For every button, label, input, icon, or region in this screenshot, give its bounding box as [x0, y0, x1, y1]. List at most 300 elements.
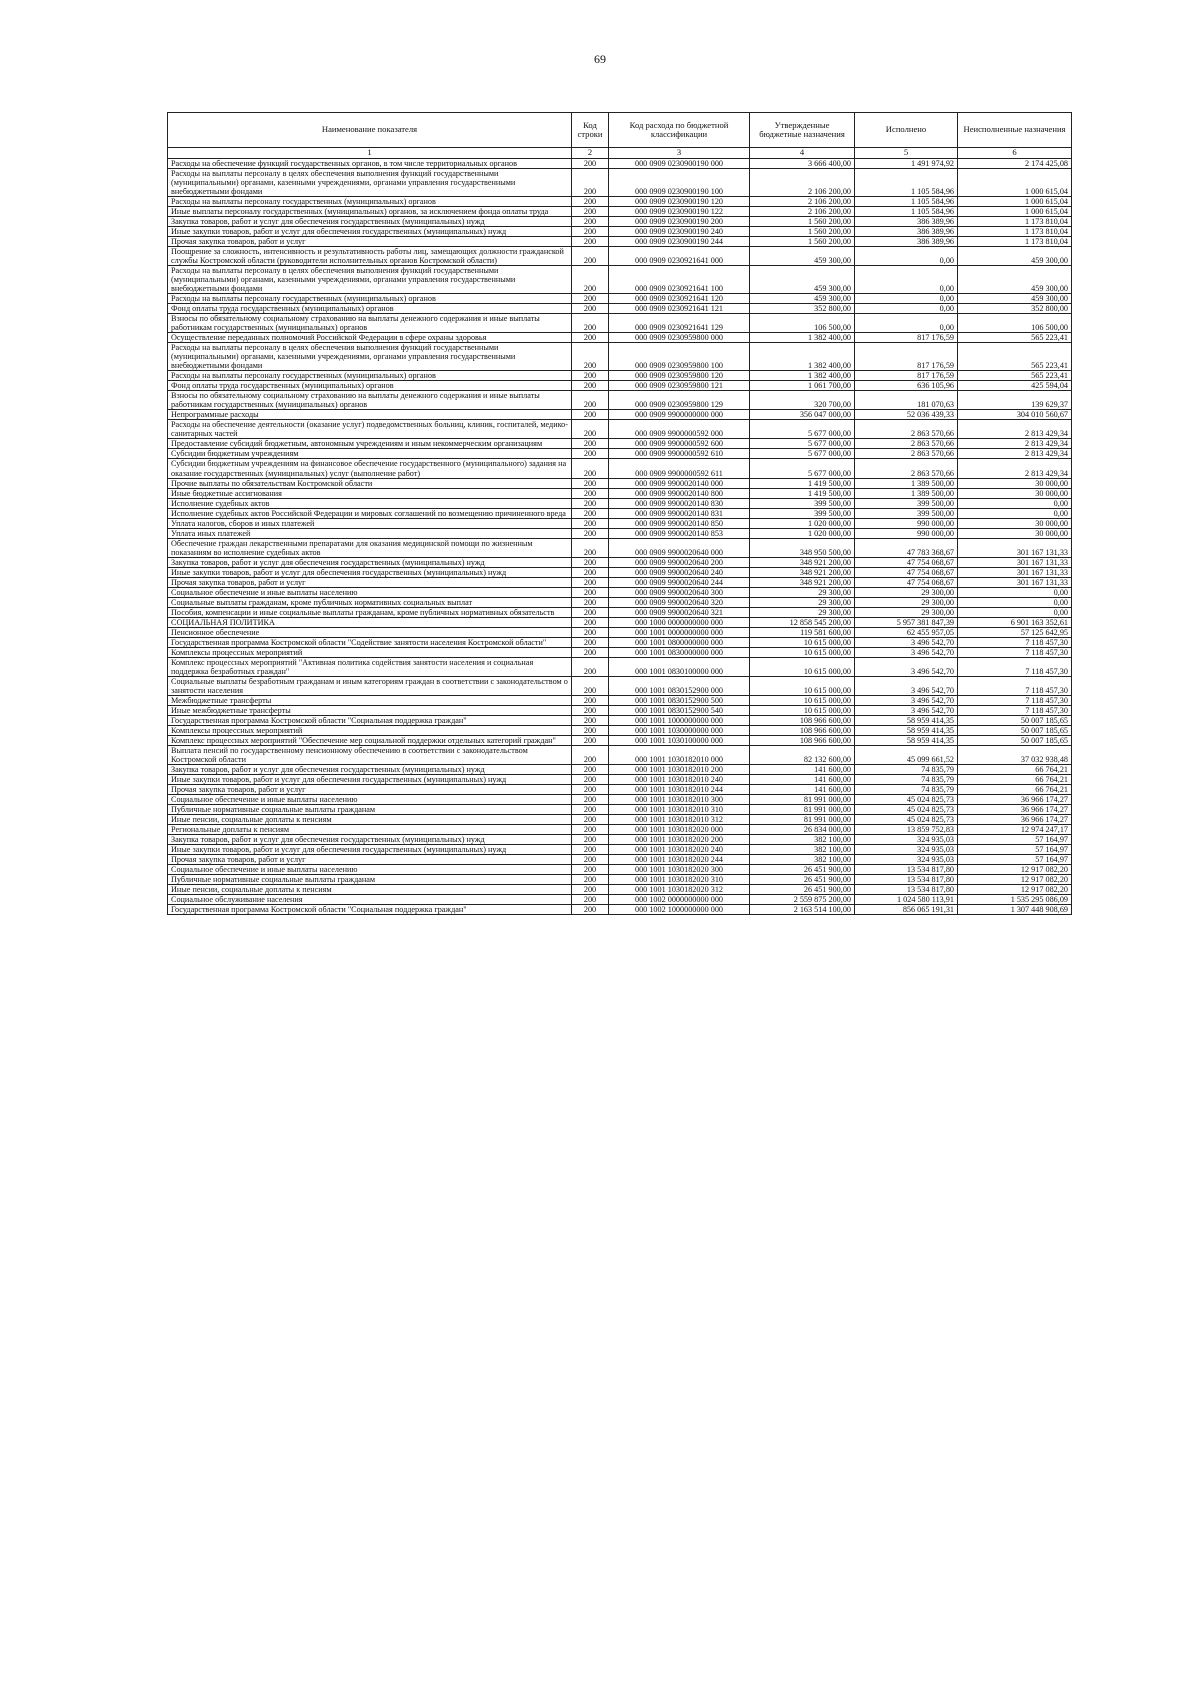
row-unexecuted: 57 164,97: [958, 835, 1072, 845]
row-classification-code: 000 1001 0830100000 000: [609, 657, 750, 676]
row-unexecuted: 304 010 560,67: [958, 410, 1072, 420]
table-row: [168, 637, 1072, 647]
table-row: [168, 705, 1072, 715]
row-executed: 29 300,00: [855, 587, 958, 597]
row-executed: 2 863 570,66: [855, 459, 958, 478]
row-code: 200: [572, 695, 609, 705]
row-code: 200: [572, 617, 609, 627]
row-name: Государственная программа Костромской области "Содействие занятости населения Костромской области": [168, 637, 572, 647]
row-name: Иные закупки товаров, работ и услуг для обеспечения государственных (муниципальных) нужд: [168, 567, 572, 577]
row-classification-code: 000 0909 0230900190 000: [609, 159, 750, 169]
row-name: Фонд оплаты труда государственных (муниципальных) органов: [168, 381, 572, 391]
row-executed: 0,00: [855, 247, 958, 266]
table-row: [168, 159, 1072, 169]
row-name: Публичные нормативные социальные выплаты гражданам: [168, 875, 572, 885]
row-approved: 26 451 900,00: [750, 865, 855, 875]
row-code: 200: [572, 815, 609, 825]
row-code: 200: [572, 795, 609, 805]
row-unexecuted: 7 118 457,30: [958, 657, 1072, 676]
row-unexecuted: 459 300,00: [958, 294, 1072, 304]
header-approved: Утвержденные бюджетные назначения: [750, 113, 855, 148]
row-classification-code: 000 0909 9900020640 240: [609, 567, 750, 577]
column-number: 3: [609, 148, 750, 159]
row-name: Прочие выплаты по обязательствам Костромской области: [168, 478, 572, 488]
row-classification-code: 000 0909 0230959800 121: [609, 381, 750, 391]
row-unexecuted: 36 966 174,27: [958, 795, 1072, 805]
row-approved: 348 921 200,00: [750, 577, 855, 587]
row-code: 200: [572, 371, 609, 381]
row-code: 200: [572, 764, 609, 774]
row-executed: 45 099 661,52: [855, 745, 958, 764]
row-classification-code: 000 1001 1030182020 200: [609, 835, 750, 845]
row-classification-code: 000 0909 0230921641 121: [609, 304, 750, 314]
row-approved: 2 106 200,00: [750, 207, 855, 217]
row-executed: 3 496 542,70: [855, 695, 958, 705]
row-name: Региональные доплаты к пенсиям: [168, 825, 572, 835]
row-name: Социальные выплаты гражданам, кроме публичных нормативных социальных выплат: [168, 597, 572, 607]
row-unexecuted: 50 007 185,65: [958, 715, 1072, 725]
table-row: [168, 247, 1072, 266]
row-approved: 29 300,00: [750, 587, 855, 597]
row-unexecuted: 12 917 082,20: [958, 885, 1072, 895]
row-code: 200: [572, 518, 609, 528]
row-name: Социальные выплаты безработным гражданам и иным категориям граждан в соответствии с законодательством о занятости населения: [168, 676, 572, 695]
row-name: Расходы на выплаты персоналу в целях обеспечения выполнения функций государственными (муниципальными) органами, казенными учреждениями, органами управления государственными внебюджетными фондами: [168, 343, 572, 371]
row-executed: 399 500,00: [855, 508, 958, 518]
row-name: Взносы по обязательному социальному страхованию на выплаты денежного содержания и иные выплаты работникам государственных (муниципальных) органов: [168, 391, 572, 410]
table-row: [168, 538, 1072, 557]
row-approved: 382 100,00: [750, 845, 855, 855]
row-name: Фонд оплаты труда государственных (муниципальных) органов: [168, 304, 572, 314]
row-executed: 58 959 414,35: [855, 725, 958, 735]
row-code: 200: [572, 705, 609, 715]
table-row: [168, 865, 1072, 875]
table-row: [168, 795, 1072, 805]
row-unexecuted: 1 000 615,04: [958, 197, 1072, 207]
row-approved: 108 966 600,00: [750, 735, 855, 745]
row-executed: 2 863 570,66: [855, 449, 958, 459]
table-row: [168, 695, 1072, 705]
table-row: [168, 381, 1072, 391]
row-executed: 3 496 542,70: [855, 647, 958, 657]
row-approved: 352 800,00: [750, 304, 855, 314]
row-classification-code: 000 1001 1030182020 300: [609, 865, 750, 875]
table-row: [168, 835, 1072, 845]
row-code: 200: [572, 488, 609, 498]
row-executed: 58 959 414,35: [855, 715, 958, 725]
row-name: Прочая закупка товаров, работ и услуг: [168, 855, 572, 865]
row-name: Иные бюджетные ассигнования: [168, 488, 572, 498]
table-row: [168, 169, 1072, 197]
column-number: 6: [958, 148, 1072, 159]
row-unexecuted: 7 118 457,30: [958, 676, 1072, 695]
row-code: 200: [572, 159, 609, 169]
row-approved: 10 615 000,00: [750, 647, 855, 657]
table-row: [168, 207, 1072, 217]
row-executed: 2 863 570,66: [855, 439, 958, 449]
row-name: Прочая закупка товаров, работ и услуг: [168, 577, 572, 587]
row-executed: 1 105 584,96: [855, 207, 958, 217]
row-unexecuted: 425 594,04: [958, 381, 1072, 391]
row-classification-code: 000 1001 1030100000 000: [609, 735, 750, 745]
row-name: Прочая закупка товаров, работ и услуг: [168, 237, 572, 247]
table-row: [168, 885, 1072, 895]
row-approved: 459 300,00: [750, 247, 855, 266]
row-classification-code: 000 1001 1030182020 244: [609, 855, 750, 865]
row-name: Пенсионное обеспечение: [168, 627, 572, 637]
row-unexecuted: 301 167 131,33: [958, 567, 1072, 577]
row-classification-code: 000 0909 9900020140 853: [609, 528, 750, 538]
row-unexecuted: 1 535 295 086,09: [958, 895, 1072, 905]
row-name: Иные закупки товаров, работ и услуг для обеспечения государственных (муниципальных) нужд: [168, 227, 572, 237]
row-code: 200: [572, 449, 609, 459]
table-row: [168, 815, 1072, 825]
row-classification-code: 000 1001 1030182020 000: [609, 825, 750, 835]
row-classification-code: 000 1001 1000000000 000: [609, 715, 750, 725]
row-approved: 2 559 875 200,00: [750, 895, 855, 905]
row-classification-code: 000 0909 9900020640 320: [609, 597, 750, 607]
table-row: [168, 676, 1072, 695]
table-row: [168, 785, 1072, 795]
table-row: [168, 567, 1072, 577]
row-approved: 5 677 000,00: [750, 439, 855, 449]
row-unexecuted: 565 223,41: [958, 333, 1072, 343]
row-classification-code: 000 0909 0230959800 100: [609, 343, 750, 371]
row-classification-code: 000 0909 0230959800 000: [609, 333, 750, 343]
table-row: [168, 577, 1072, 587]
row-code: 200: [572, 508, 609, 518]
row-classification-code: 000 0909 9900000592 611: [609, 459, 750, 478]
row-code: 200: [572, 217, 609, 227]
row-executed: 1 024 580 113,91: [855, 895, 958, 905]
row-executed: 47 754 068,67: [855, 567, 958, 577]
row-approved: 106 500,00: [750, 314, 855, 333]
row-unexecuted: 36 966 174,27: [958, 805, 1072, 815]
row-classification-code: 000 0909 0230959800 120: [609, 371, 750, 381]
row-name: Расходы на выплаты персоналу государственных (муниципальных) органов: [168, 294, 572, 304]
row-code: 200: [572, 528, 609, 538]
row-approved: 10 615 000,00: [750, 676, 855, 695]
table-row: [168, 314, 1072, 333]
row-executed: 62 455 957,05: [855, 627, 958, 637]
table-row: [168, 227, 1072, 237]
row-approved: 108 966 600,00: [750, 715, 855, 725]
row-code: 200: [572, 333, 609, 343]
row-executed: 1 105 584,96: [855, 169, 958, 197]
row-name: Иные закупки товаров, работ и услуг для обеспечения государственных (муниципальных) нужд: [168, 845, 572, 855]
row-name: Расходы на выплаты персоналу в целях обеспечения выполнения функций государственными (муниципальными) органами, казенными учреждениями, органами управления государственными внебюджетными фондами: [168, 169, 572, 197]
row-executed: 386 389,96: [855, 237, 958, 247]
table-row: [168, 237, 1072, 247]
row-classification-code: 000 0909 0230900190 122: [609, 207, 750, 217]
row-code: 200: [572, 439, 609, 449]
table-row: [168, 439, 1072, 449]
row-approved: 1 061 700,00: [750, 381, 855, 391]
row-unexecuted: 565 223,41: [958, 343, 1072, 371]
row-approved: 1 560 200,00: [750, 227, 855, 237]
row-unexecuted: 1 000 615,04: [958, 169, 1072, 197]
row-unexecuted: 2 813 429,34: [958, 420, 1072, 439]
row-approved: 348 921 200,00: [750, 567, 855, 577]
row-approved: 10 615 000,00: [750, 637, 855, 647]
row-code: 200: [572, 855, 609, 865]
row-executed: 1 389 500,00: [855, 478, 958, 488]
row-unexecuted: 50 007 185,65: [958, 725, 1072, 735]
row-name: Поощрение за сложность, интенсивность и результативность работы лиц, замещающих должности гражданской службы Костромской области (руководители исполнительных органов Костромской области): [168, 247, 572, 266]
row-executed: 47 754 068,67: [855, 557, 958, 567]
row-unexecuted: 2 813 429,34: [958, 439, 1072, 449]
row-name: Расходы на выплаты персоналу государственных (муниципальных) органов: [168, 197, 572, 207]
row-code: 200: [572, 825, 609, 835]
row-code: 200: [572, 459, 609, 478]
row-code: 200: [572, 227, 609, 237]
row-classification-code: 000 1001 1030182010 240: [609, 774, 750, 784]
row-code: 200: [572, 381, 609, 391]
row-unexecuted: 0,00: [958, 597, 1072, 607]
row-executed: 324 935,03: [855, 855, 958, 865]
row-code: 200: [572, 895, 609, 905]
row-name: Непрограммные расходы: [168, 410, 572, 420]
column-number: 5: [855, 148, 958, 159]
row-unexecuted: 459 300,00: [958, 266, 1072, 294]
row-name: Прочая закупка товаров, работ и услуг: [168, 785, 572, 795]
row-name: Закупка товаров, работ и услуг для обеспечения государственных (муниципальных) нужд: [168, 557, 572, 567]
row-executed: 3 496 542,70: [855, 705, 958, 715]
row-executed: 45 024 825,73: [855, 795, 958, 805]
row-executed: 45 024 825,73: [855, 805, 958, 815]
row-unexecuted: 352 800,00: [958, 304, 1072, 314]
column-number: 2: [572, 148, 609, 159]
row-name: Предоставление субсидий бюджетным, автономным учреждениям и иным некоммерческим организациям: [168, 439, 572, 449]
row-name: Иные пенсии, социальные доплаты к пенсиям: [168, 885, 572, 895]
row-classification-code: 000 1001 1030182020 240: [609, 845, 750, 855]
row-executed: 74 835,79: [855, 774, 958, 784]
header-indicator-name: Наименование показателя: [168, 113, 572, 148]
table-row: [168, 459, 1072, 478]
table-row: [168, 745, 1072, 764]
row-approved: 1 382 400,00: [750, 333, 855, 343]
row-classification-code: 000 0909 0230900190 200: [609, 217, 750, 227]
column-number: 4: [750, 148, 855, 159]
row-classification-code: 000 1001 1030000000 000: [609, 725, 750, 735]
row-approved: 141 600,00: [750, 785, 855, 795]
row-unexecuted: 0,00: [958, 587, 1072, 597]
row-executed: 2 863 570,66: [855, 420, 958, 439]
row-code: 200: [572, 197, 609, 207]
table-row: [168, 875, 1072, 885]
row-approved: 81 991 000,00: [750, 815, 855, 825]
row-name: Исполнение судебных актов Российской Федерации и мировых соглашений по возмещению причиненного вреда: [168, 508, 572, 518]
row-classification-code: 000 1001 0800000000 000: [609, 637, 750, 647]
row-code: 200: [572, 805, 609, 815]
table-row: [168, 627, 1072, 637]
row-name: Пособия, компенсации и иные социальные выплаты гражданам, кроме публичных нормативных обязательств: [168, 607, 572, 617]
row-approved: 119 581 600,00: [750, 627, 855, 637]
row-approved: 29 300,00: [750, 597, 855, 607]
row-unexecuted: 2 813 429,34: [958, 459, 1072, 478]
row-name: Расходы на выплаты персоналу государственных (муниципальных) органов: [168, 371, 572, 381]
budget-execution-table: [167, 112, 1072, 915]
header-unexecuted: Неисполненные назначения: [958, 113, 1072, 148]
row-code: 200: [572, 657, 609, 676]
row-classification-code: 000 1001 1030182010 300: [609, 795, 750, 805]
table-row: [168, 528, 1072, 538]
row-code: 200: [572, 169, 609, 197]
row-classification-code: 000 0909 9900020140 000: [609, 478, 750, 488]
row-name: Исполнение судебных актов: [168, 498, 572, 508]
table-row: [168, 508, 1072, 518]
row-code: 200: [572, 905, 609, 915]
row-executed: 0,00: [855, 294, 958, 304]
table-row: [168, 420, 1072, 439]
row-approved: 3 666 400,00: [750, 159, 855, 169]
row-approved: 382 100,00: [750, 835, 855, 845]
row-classification-code: 000 0909 9900020640 000: [609, 538, 750, 557]
table-row: [168, 764, 1072, 774]
table-row: [168, 518, 1072, 528]
row-classification-code: 000 0909 9900000592 000: [609, 420, 750, 439]
row-classification-code: 000 0909 9900020640 244: [609, 577, 750, 587]
row-code: 200: [572, 577, 609, 587]
row-classification-code: 000 0909 9900020640 321: [609, 607, 750, 617]
row-name: Иные выплаты персоналу государственных (муниципальных) органов, за исключением фонда оплаты труда: [168, 207, 572, 217]
row-approved: 2 106 200,00: [750, 197, 855, 207]
table-row: [168, 478, 1072, 488]
row-name: Социальное обслуживание населения: [168, 895, 572, 905]
row-approved: 348 921 200,00: [750, 557, 855, 567]
row-name: Закупка товаров, работ и услуг для обеспечения государственных (муниципальных) нужд: [168, 764, 572, 774]
row-code: 200: [572, 343, 609, 371]
row-executed: 990 000,00: [855, 528, 958, 538]
header-classification-code: Код расхода по бюджетной классификации: [609, 113, 750, 148]
row-executed: 29 300,00: [855, 607, 958, 617]
row-classification-code: 000 0909 0230921641 100: [609, 266, 750, 294]
row-name: Расходы на выплаты персоналу в целях обеспечения выполнения функций государственными (муниципальными) органами, казенными учреждениями, органами управления государственными внебюджетными фондами: [168, 266, 572, 294]
row-executed: 324 935,03: [855, 845, 958, 855]
row-unexecuted: 30 000,00: [958, 528, 1072, 538]
row-code: 200: [572, 715, 609, 725]
row-executed: 386 389,96: [855, 227, 958, 237]
row-name: Расходы на обеспечение деятельности (оказание услуг) подведомственных больниц, клиник, госпиталей, медико-санитарных частей: [168, 420, 572, 439]
table-row: [168, 410, 1072, 420]
row-classification-code: 000 0909 9900000592 610: [609, 449, 750, 459]
row-unexecuted: 1 307 448 908,69: [958, 905, 1072, 915]
row-name: Социальное обеспечение и иные выплаты населению: [168, 865, 572, 875]
row-classification-code: 000 0909 0230900190 240: [609, 227, 750, 237]
row-code: 200: [572, 247, 609, 266]
row-unexecuted: 57 164,97: [958, 855, 1072, 865]
row-executed: 74 835,79: [855, 785, 958, 795]
row-unexecuted: 66 764,21: [958, 764, 1072, 774]
row-code: 200: [572, 304, 609, 314]
row-code: 200: [572, 294, 609, 304]
row-executed: 3 496 542,70: [855, 657, 958, 676]
row-approved: 348 950 500,00: [750, 538, 855, 557]
row-code: 200: [572, 785, 609, 795]
table-row: [168, 266, 1072, 294]
row-executed: 181 070,63: [855, 391, 958, 410]
row-classification-code: 000 0909 0230900190 100: [609, 169, 750, 197]
row-unexecuted: 2 813 429,34: [958, 449, 1072, 459]
row-approved: 399 500,00: [750, 508, 855, 518]
row-classification-code: 000 1002 0000000000 000: [609, 895, 750, 905]
row-code: 200: [572, 391, 609, 410]
row-name: Уплата налогов, сборов и иных платежей: [168, 518, 572, 528]
row-executed: 13 859 752,83: [855, 825, 958, 835]
row-executed: 29 300,00: [855, 597, 958, 607]
table-row: [168, 587, 1072, 597]
row-name: Расходы на обеспечение функций государственных органов, в том числе территориальных органов: [168, 159, 572, 169]
row-approved: 82 132 600,00: [750, 745, 855, 764]
row-name: Иные пенсии, социальные доплаты к пенсиям: [168, 815, 572, 825]
row-unexecuted: 50 007 185,65: [958, 735, 1072, 745]
row-executed: 856 065 191,31: [855, 905, 958, 915]
header-line-code: Код строки: [572, 113, 609, 148]
row-classification-code: 000 0909 0230921641 129: [609, 314, 750, 333]
row-approved: 10 615 000,00: [750, 657, 855, 676]
row-approved: 2 163 514 100,00: [750, 905, 855, 915]
row-unexecuted: 7 118 457,30: [958, 695, 1072, 705]
row-approved: 459 300,00: [750, 266, 855, 294]
header-executed: Исполнено: [855, 113, 958, 148]
row-code: 200: [572, 410, 609, 420]
row-unexecuted: 2 174 425,08: [958, 159, 1072, 169]
row-unexecuted: 57 164,97: [958, 845, 1072, 855]
row-code: 200: [572, 567, 609, 577]
row-approved: 10 615 000,00: [750, 695, 855, 705]
row-executed: 3 496 542,70: [855, 637, 958, 647]
row-code: 200: [572, 865, 609, 875]
row-classification-code: 000 0909 9900020640 300: [609, 587, 750, 597]
row-unexecuted: 7 118 457,30: [958, 647, 1072, 657]
row-classification-code: 000 1002 1000000000 000: [609, 905, 750, 915]
row-executed: 5 957 381 847,39: [855, 617, 958, 627]
row-code: 200: [572, 845, 609, 855]
row-executed: 1 389 500,00: [855, 488, 958, 498]
row-unexecuted: 30 000,00: [958, 478, 1072, 488]
row-classification-code: 000 1000 0000000000 000: [609, 617, 750, 627]
row-executed: 45 024 825,73: [855, 815, 958, 825]
table-row: [168, 597, 1072, 607]
row-executed: 399 500,00: [855, 498, 958, 508]
column-number: 1: [168, 148, 572, 159]
row-approved: 1 020 000,00: [750, 528, 855, 538]
row-unexecuted: 0,00: [958, 498, 1072, 508]
table-row: [168, 557, 1072, 567]
row-approved: 1 419 500,00: [750, 488, 855, 498]
row-approved: 26 451 900,00: [750, 875, 855, 885]
row-unexecuted: 30 000,00: [958, 518, 1072, 528]
row-classification-code: 000 0909 0230900190 244: [609, 237, 750, 247]
table-body: [168, 159, 1072, 915]
row-name: СОЦИАЛЬНАЯ ПОЛИТИКА: [168, 617, 572, 627]
row-executed: 52 036 439,33: [855, 410, 958, 420]
row-name: Взносы по обязательному социальному страхованию на выплаты денежного содержания и иные выплаты работникам государственных (муниципальных) органов: [168, 314, 572, 333]
row-executed: 58 959 414,35: [855, 735, 958, 745]
row-executed: 324 935,03: [855, 835, 958, 845]
row-unexecuted: 139 629,37: [958, 391, 1072, 410]
row-unexecuted: 12 974 247,17: [958, 825, 1072, 835]
row-code: 200: [572, 875, 609, 885]
row-approved: 1 382 400,00: [750, 371, 855, 381]
row-executed: 817 176,59: [855, 371, 958, 381]
row-approved: 26 834 000,00: [750, 825, 855, 835]
row-classification-code: 000 0909 9900000592 600: [609, 439, 750, 449]
row-unexecuted: 7 118 457,30: [958, 705, 1072, 715]
row-approved: 1 560 200,00: [750, 217, 855, 227]
row-unexecuted: 66 764,21: [958, 774, 1072, 784]
table-row: [168, 498, 1072, 508]
